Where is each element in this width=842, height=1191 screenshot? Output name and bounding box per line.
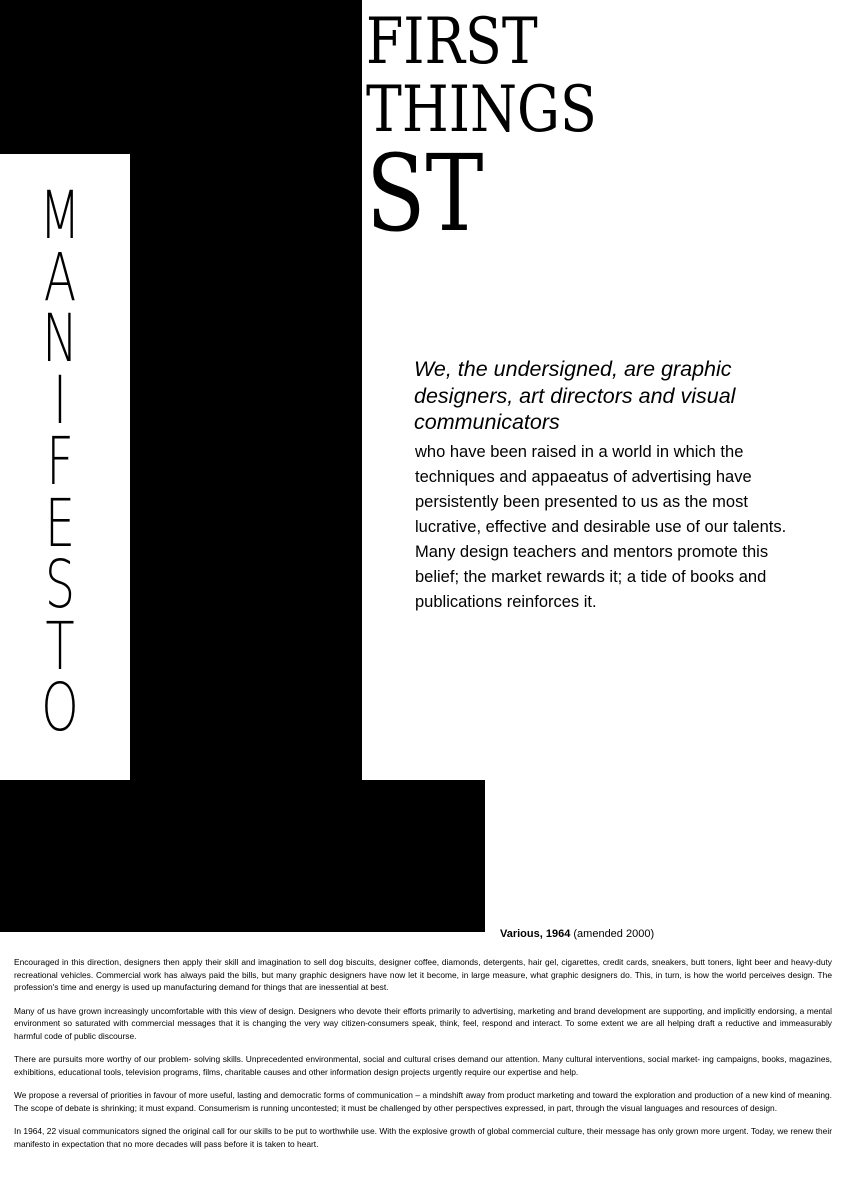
manifesto-letter: E	[44, 484, 76, 562]
credit-author: Various, 1964	[500, 928, 571, 940]
manifesto-letter: A	[43, 238, 77, 316]
manifesto-letter: I	[52, 361, 68, 439]
credit-note: (amended 2000)	[570, 928, 655, 940]
body-paragraph: Many of us have grown increasingly uncomfortable with this view of design. Designers who devote their efforts primarily to advertising, marketing and brand development are supporting, and implicitly endorsing, a mental environment so saturated with commercial messages that it is changing the very way citizen-consumers speak, think, feel, respond and interact. To some extent we are all helping draft a reductive and immeasurably harmful code of public discourse.	[14, 1005, 832, 1041]
title-line-st: ST	[366, 132, 484, 255]
lead-statement-italic: We, the undersigned, are graphic designers, art directors and visual communicators	[414, 357, 736, 434]
body-paragraph: We propose a reversal of priorities in favour of more useful, lasting and democratic forms of communication – a mindshift away from product marketing and toward the exploration and production of a new kind of meaning. The scope of debate is shrinking; it must expand. Consumerism is running uncontested; it must be challenged by other perspectives expressed, in part, through the visual languages and resources of design.	[14, 1090, 832, 1113]
title-line-things: THINGS	[366, 73, 597, 147]
numeral-one-stem	[130, 0, 362, 782]
manifesto-letter: M	[39, 177, 81, 254]
manifesto-body	[14, 956, 832, 1161]
body-paragraph: There are pursuits more worthy of our problem- solving skills. Unprecedented environmental, social and cultural crises demand our attention. Many cultural interventions, social market- ing campaigns, books, magazines, exhibitions, educational tools, television programs, films, charitable causes and other information design projects urgently require our expertise and help.	[14, 1054, 832, 1077]
body-paragraph: Encouraged in this direction, designers then apply their skill and imagination to sell dog biscuits, designer coffee, diamonds, detergents, hair gel, cigarettes, credit cards, sneakers, butt toners, light beer and heavy-duty recreational vehicles. Commercial work has always paid the bills, but many graphic designers have now let it become, in large measure, what graphic designers do. This, in turn, is how the world perceives design. The profession's time and energy is used up manufacturing demand for things that are inessential at best.	[14, 957, 832, 992]
title-line-first: FIRST	[366, 5, 538, 79]
manifesto-letter: N	[42, 300, 78, 377]
numeral-one-base	[0, 780, 485, 932]
vertical-manifesto-word	[24, 177, 96, 746]
body-paragraph: In 1964, 22 visual communicators signed the original call for our skills to be put to worthwhile use. With the explosive growth of global commercial culture, their message has only grown more urgent. Today, we renew their manifesto in expectation that no more decades will pass before it is taken to heart.	[14, 1126, 832, 1149]
credit-line	[500, 928, 654, 940]
manifesto-letter: F	[46, 423, 74, 500]
manifesto-letter: S	[44, 546, 76, 623]
manifesto-letter: T	[45, 607, 75, 685]
manifesto-letter: O	[41, 669, 79, 746]
lead-statement-body: who have been raised in a world in which the techniques and appaeatus of advertising have persistently been presented to us as the most lucrative, effective and desirable use of our talents. Many design teachers and mentors promote this belief; the market rewards it; a tide of books and publications reinforces it.	[415, 443, 787, 611]
